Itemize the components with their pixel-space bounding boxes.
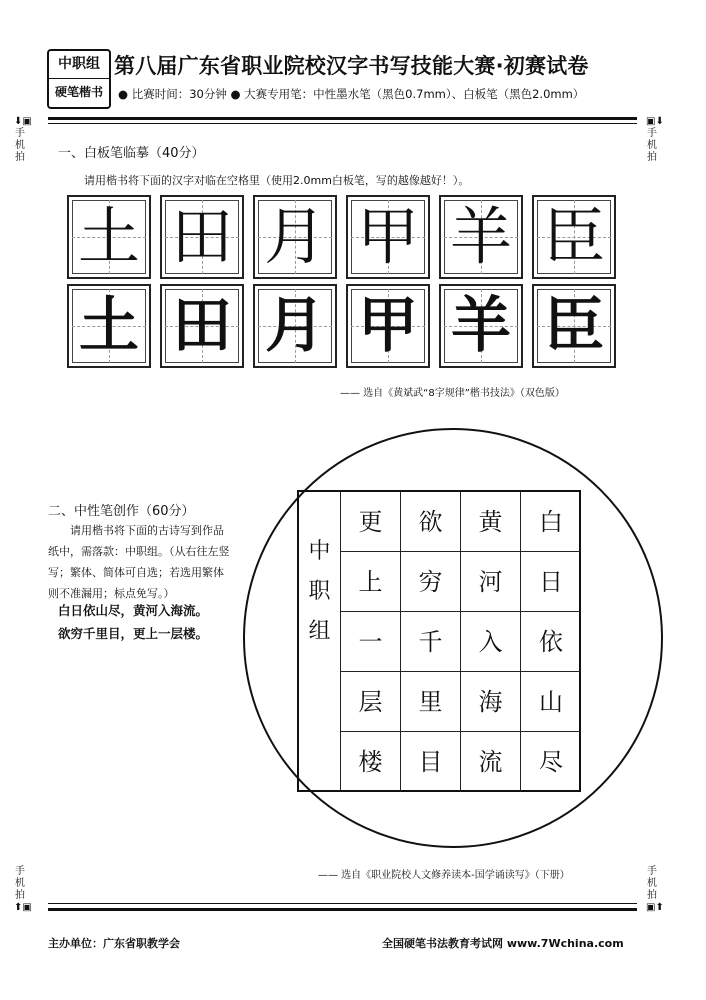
copy-cell[interactable] xyxy=(532,195,616,279)
side-note-top-right: ▣⬇ 手机拍 xyxy=(646,116,664,163)
copy-cell[interactable] xyxy=(532,284,616,368)
poem-cell: 一 xyxy=(341,612,401,672)
signature-char: 组 xyxy=(308,619,331,644)
model-character: 臣 xyxy=(542,200,605,273)
signature-column xyxy=(299,492,341,790)
bottom-rule xyxy=(48,908,637,911)
model-character: 田 xyxy=(170,200,233,273)
category-badge xyxy=(47,49,111,109)
model-character: 月 xyxy=(263,200,326,273)
section2-instruction: 请用楷书将下面的古诗写到作品纸中，需落款：中职组。（从右往左竖写；繁体、简体可自选；若选用繁体则不准漏用；标点免写。） xyxy=(48,524,230,600)
poem-cell: 欲 xyxy=(401,492,461,552)
model-character: 甲 xyxy=(358,291,418,361)
poem-cell: 日 xyxy=(521,552,581,612)
poem-cell: 海 xyxy=(461,672,521,732)
camera-icon: ⬇▣ xyxy=(14,116,32,127)
poem-cell: 尽 xyxy=(539,748,563,776)
copy-cell[interactable] xyxy=(67,195,151,279)
poem-cell: 山 xyxy=(521,672,581,732)
bottom-rule-thin xyxy=(48,903,637,904)
section1-instruction: 请用楷书将下面的汉字对临在空格里（使用2.0mm白板笔，写的越像越好！）。 xyxy=(84,174,470,187)
copy-cell[interactable] xyxy=(253,284,337,368)
badge-top-label: 中职组 xyxy=(49,51,109,79)
model-character: 甲 xyxy=(356,200,419,273)
side-note-top-left: ⬇▣ 手机拍 xyxy=(14,116,32,163)
signature-char: 职 xyxy=(308,579,331,604)
poem-cell: 流 xyxy=(461,732,521,792)
exam-info: ● 比赛时间：30分钟 ● 大赛专用笔：中性墨水笔（黑色0.7mm）、白板笔（黑色2.0mm） xyxy=(118,87,585,101)
poem-cell: 白 xyxy=(521,492,581,552)
poem-cell: 河 xyxy=(461,552,521,612)
organizer: 主办单位：广东省职教学会 xyxy=(48,937,180,950)
model-character: 羊 xyxy=(451,291,511,361)
poem-cell: 千 xyxy=(401,612,461,672)
poem-cell: 里 xyxy=(401,672,461,732)
top-rule-thin xyxy=(48,123,637,124)
model-character: 田 xyxy=(172,291,232,361)
poem-cell: 目 xyxy=(401,732,461,792)
side-note-bottom-right: 手机拍 ▣⬆ xyxy=(646,866,664,913)
model-character: 羊 xyxy=(449,200,512,273)
poem-cell: 楼 xyxy=(341,732,401,792)
page-title: 第八届广东省职业院校汉字书写技能大赛·初赛试卷 xyxy=(114,54,589,78)
poem-line-2: 欲穷千里目，更上一层楼。 xyxy=(58,626,209,641)
section1-heading: 一、白板笔临摹（40分） xyxy=(58,146,205,161)
copy-cell[interactable] xyxy=(253,195,337,279)
copy-cell[interactable] xyxy=(160,284,244,368)
poem-cell: 黄 xyxy=(461,492,521,552)
section1-source: —— 选自《黄斌武“8字规律”楷书技法》（双色版） xyxy=(340,388,565,399)
copy-cell[interactable] xyxy=(439,284,523,368)
camera-icon: ▣⬆ xyxy=(646,902,664,913)
poem-writing-grid xyxy=(297,490,581,792)
website-link[interactable]: 全国硬笔书法教育考试网 www.7Wchina.com xyxy=(382,937,624,950)
copy-cell[interactable] xyxy=(67,284,151,368)
section2-heading: 二、中性笔创作（60分） xyxy=(48,504,195,519)
badge-bottom-label: 硬笔楷书 xyxy=(54,85,103,99)
model-character: 土 xyxy=(79,291,139,361)
model-character: 月 xyxy=(265,291,325,361)
section2-source: —— 选自《职业院校人文修养读本-国学诵读写》（下册） xyxy=(318,870,570,881)
poem-cell: 穷 xyxy=(401,552,461,612)
side-note-bottom-left: 手机拍 ⬆▣ xyxy=(14,866,32,913)
model-character: 土 xyxy=(77,200,140,273)
copy-cell[interactable] xyxy=(346,284,430,368)
poem-cell: 依 xyxy=(521,612,581,672)
copy-cell[interactable] xyxy=(439,195,523,279)
camera-icon: ▣⬇ xyxy=(646,116,664,127)
model-character: 臣 xyxy=(544,291,604,361)
poem-line-1: 白日依山尽，黄河入海流。 xyxy=(58,603,209,618)
signature-char: 中 xyxy=(308,539,331,564)
copy-cell[interactable] xyxy=(160,195,244,279)
poem-cell: 更 xyxy=(341,492,401,552)
top-rule xyxy=(48,117,637,120)
poem-cell: 层 xyxy=(341,672,401,732)
poem-cell: 入 xyxy=(461,612,521,672)
poem-cell: 上 xyxy=(341,552,401,612)
copy-cell[interactable] xyxy=(346,195,430,279)
camera-icon: ⬆▣ xyxy=(14,902,32,913)
